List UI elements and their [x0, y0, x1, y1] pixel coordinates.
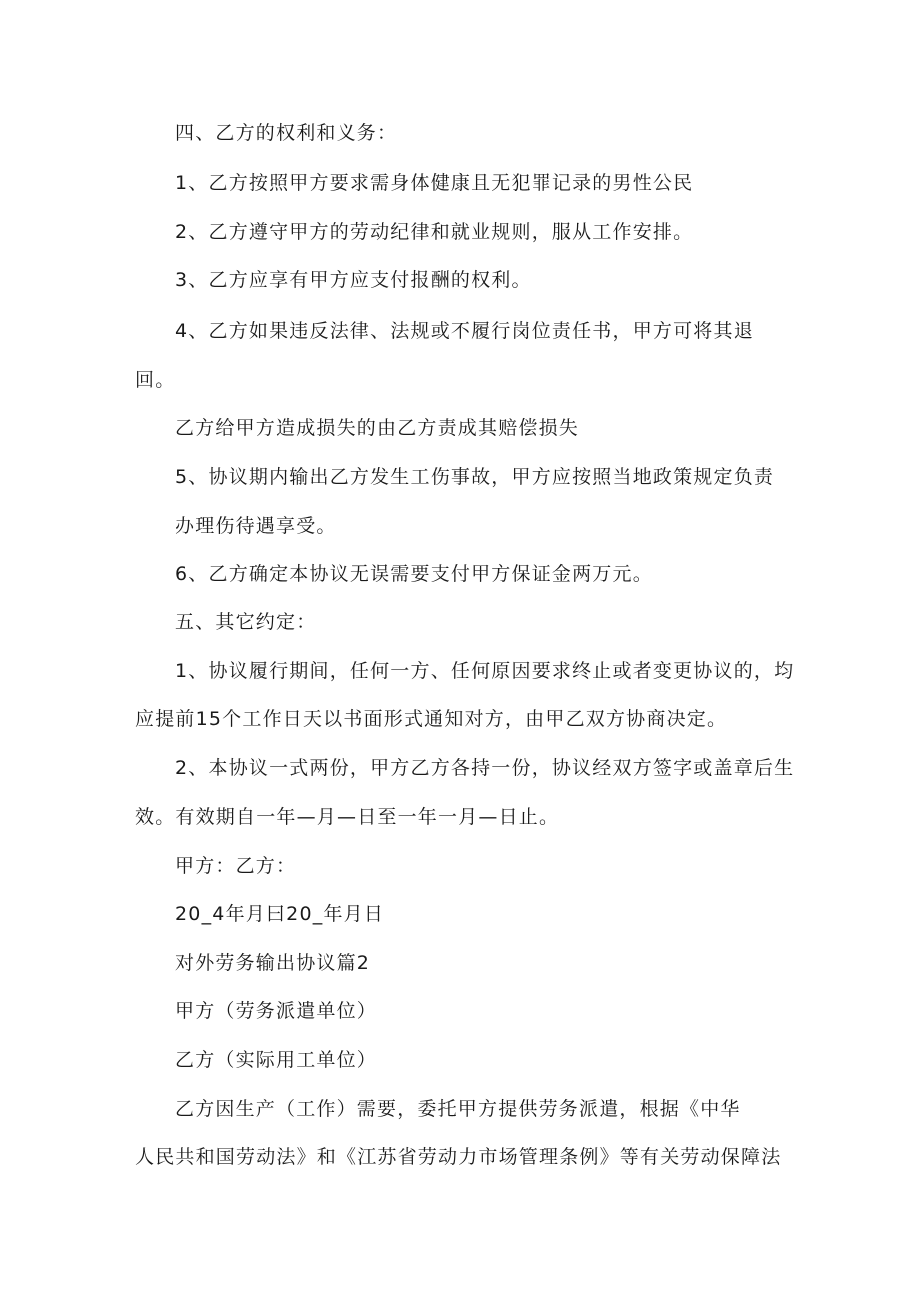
paragraph-line: 5、协议期内输出乙方发生工伤事故，甲方应按照当地政策规定负责 — [175, 466, 775, 488]
paragraph-line: 3、乙方应享有甲方应支付报酬的权利。 — [175, 269, 532, 291]
paragraph-line: 1、协议履行期间，任何一方、任何原因要求终止或者变更协议的，均 — [175, 660, 795, 682]
article-title: 对外劳务输出协议篇2 — [175, 952, 371, 974]
paragraph-line: 回。 — [135, 369, 176, 391]
paragraph-line: 乙方给甲方造成损失的由乙方责成其赔偿损失 — [175, 417, 580, 439]
paragraph-line: 办理伤待遇享受。 — [175, 515, 337, 537]
party-b: 乙方（实际用工单位） — [175, 1049, 378, 1071]
section-four-heading: 四、乙方的权利和义务： — [175, 122, 398, 144]
paragraph-line: 1、乙方按照甲方要求需身体健康且无犯罪记录的男性公民 — [175, 172, 694, 194]
paragraph-line: 6、乙方确定本协议无误需要支付甲方保证金两万元。 — [175, 563, 653, 585]
signature-dates: 20_4年月曰20_年月日 — [175, 903, 385, 925]
paragraph-line: 应提前15个工作日天以书面形式通知对方，由甲乙双方协商决定。 — [135, 708, 728, 730]
paragraph-line: 4、乙方如果违反法律、法规或不履行岗位责任书，甲方可将其退 — [175, 320, 754, 342]
party-a: 甲方（劳务派遣单位） — [175, 1000, 378, 1022]
paragraph-line: 人民共和国劳动法》和《江苏省劳动力市场管理条例》等有关劳动保障法 — [135, 1146, 782, 1168]
paragraph-line: 乙方因生产（工作）需要，委托甲方提供劳务派遣，根据《中华 — [175, 1098, 741, 1120]
paragraph-line: 2、乙方遵守甲方的劳动纪律和就业规则，服从工作安排。 — [175, 221, 694, 243]
signature-parties: 甲方：乙方： — [175, 855, 297, 877]
paragraph-line: 2、本协议一式两份，甲方乙方各持一份，协议经双方签字或盖章后生 — [175, 757, 795, 779]
section-five-heading: 五、其它约定： — [175, 611, 317, 633]
paragraph-line: 效。有效期自一年—月—日至一年一月—日止。 — [135, 806, 560, 828]
